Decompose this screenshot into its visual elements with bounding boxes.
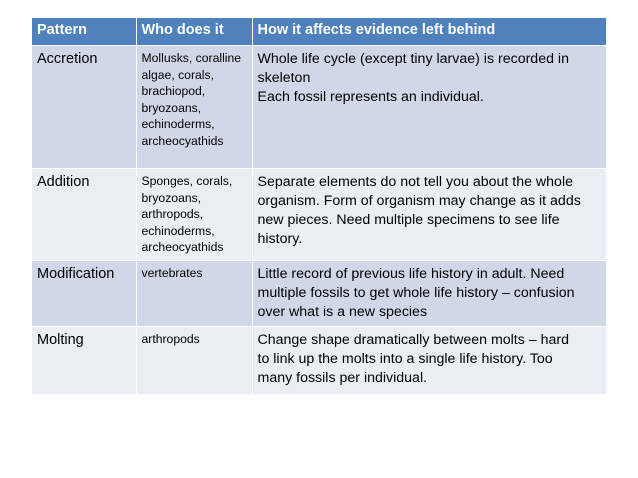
who-line: brachiopod, [141,84,206,99]
table-row-molting [32,326,606,394]
who-cell [136,326,252,394]
pattern-cell: Addition [32,169,136,261]
effect-line: Whole life cycle (except tiny larvae) is recorded in [257,51,569,67]
effect-line: over what is a new species [257,303,428,320]
table-row-accretion [32,46,606,169]
who-line: bryozoans, [141,190,202,205]
who-cell [136,46,252,169]
effect-cell [252,169,606,261]
header-who-does-it: Who does it [136,18,252,46]
header-pattern: Pattern [32,18,136,46]
effect-line: new pieces. Need multiple specimens to see life [257,212,560,228]
effect-line: many fossils per individual. [257,369,428,386]
effect-line: history. [257,231,303,247]
who-line: echinoderms, [141,117,215,132]
table-row-modification [32,260,606,326]
who-cell [136,260,252,326]
effect-cell [252,260,606,326]
effect-line: organism. Form of organism may change as it adds [257,193,581,209]
pattern-cell: Molting [32,326,136,394]
header-effect-on-evidence: How it affects evidence left behind [257,22,496,38]
pattern-cell: Modification [32,260,136,326]
effect-line: Each fossil represents an individual. [257,89,484,105]
who-line: vertebrates [141,265,203,280]
who-line: Sponges, corals, [141,174,233,188]
table-row-addition [32,169,606,261]
pattern-cell: Accretion [32,46,136,169]
effect-line: multiple fossils to get whole life history – confusion [257,284,575,301]
who-cell [136,169,252,261]
effect-line: skeleton [257,70,311,86]
effect-line: Little record of previous life history in adult. Need [257,265,565,282]
who-line: Mollusks, coralline [141,51,242,65]
who-line: algae, corals, [141,67,214,82]
effect-line: Separate elements do not tell you about the whole [257,174,573,190]
fossil-patterns-table [32,18,606,394]
who-line: archeocyathids [141,133,224,148]
table-header-row [32,18,606,46]
who-line: bryozoans, [141,100,202,115]
effect-line: to link up the molts into a single life history. Too [257,350,553,367]
effect-line: Change shape dramatically between molts – hard [257,331,570,348]
who-line: arthropods, [141,207,204,222]
who-line: archeocyathids [141,240,224,255]
effect-cell [252,326,606,394]
who-line: echinoderms, [141,223,215,238]
who-line: arthropods [141,331,200,346]
effect-cell [252,46,606,169]
